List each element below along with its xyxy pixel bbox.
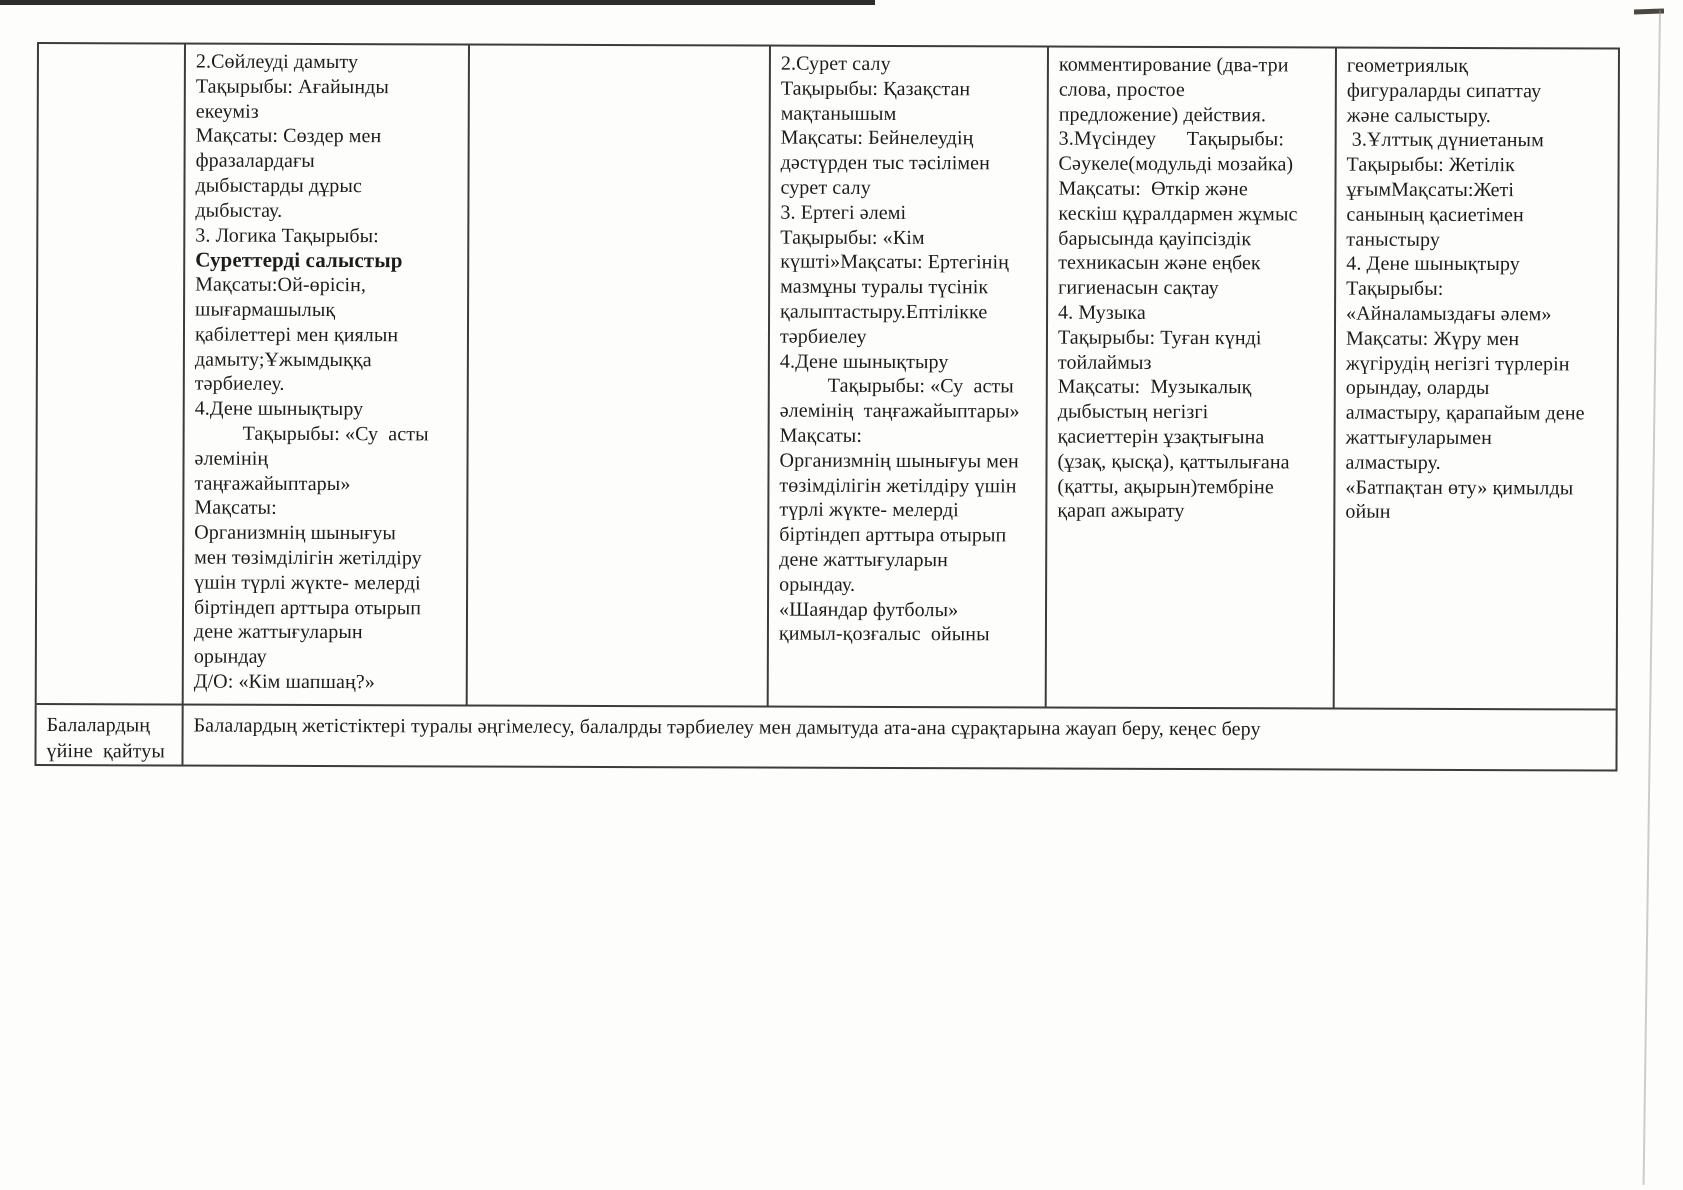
text-line: Мақсаты: Жүру мен: [1345, 327, 1520, 350]
text-line: техникасын және еңбек: [1058, 251, 1261, 275]
text-line: фразалардағы: [195, 149, 315, 173]
table-row-going-home: [36, 703, 1615, 770]
text-line: 4. Дене шынықтыру: [1346, 252, 1520, 276]
text-line: 3.Мүсіндеу Тақырыбы:: [1058, 127, 1285, 151]
text-line: тойлаймыз: [1057, 351, 1152, 374]
text-line: гигиенасын сақтау: [1058, 276, 1219, 300]
text-line: 2.Сөйлеуді дамыту: [195, 50, 359, 74]
text-line: дыбыстың негізгі: [1057, 400, 1209, 424]
text-line: Тақырыбы: «Су асты: [827, 375, 1014, 398]
text-line: 3.Ұлттық дүниетаным: [1346, 128, 1544, 152]
text-line: орындау, оларды: [1345, 376, 1490, 400]
text-line: предложение) действия.: [1058, 103, 1267, 126]
text-line: 4.Дене шынықтыру: [779, 350, 949, 373]
text-line: тәрбиелеу: [779, 325, 867, 348]
text-line: әлемінің: [194, 447, 269, 470]
text-line: біртіндеп арттыра отырып: [779, 523, 1007, 547]
text-line: дыбыстау.: [195, 199, 283, 222]
text-line: ойын: [1345, 500, 1391, 524]
text-line: «Айналамыздағы әлем»: [1346, 302, 1552, 326]
text-line: дамыту;Ұжымдыққа: [194, 348, 372, 371]
text-line: Тақырыбы: «Кім: [780, 226, 925, 249]
text-line: Мақсаты:: [194, 496, 277, 520]
text-line: Тақырыбы: Жетілік: [1346, 153, 1516, 177]
text-line: Тақырыбы: «Су асты: [242, 422, 429, 446]
text-line: қабілеттері мен қиялын: [194, 323, 399, 347]
text-line: 4.Дене шынықтыру: [194, 397, 364, 421]
text-line: барысында қауіпсіздік: [1058, 227, 1252, 250]
text-line: кескіш құралдармен жұмыс: [1058, 202, 1298, 226]
text-line: біртіндеп арттыра отырып: [193, 596, 422, 619]
cell-activities-column-4: [1047, 48, 1337, 708]
text-line: ұғымМақсаты:Жеті: [1346, 178, 1515, 202]
text-line: санының қасиетімен: [1346, 203, 1524, 226]
text-line: Сәукеле(модульді мозайка): [1058, 152, 1294, 176]
cell-going-home-content: [183, 706, 1615, 770]
cell-activities-column-2-empty: [468, 46, 771, 706]
text-line: мазмұны туралы түсінік: [780, 275, 989, 299]
text-line: геометриялық: [1346, 54, 1469, 77]
text-line: үйіне қайтуы: [46, 740, 165, 763]
scan-artifact-top-line: [0, 0, 875, 5]
text-line: Тақырыбы: Қазақстан: [780, 77, 971, 101]
text-line: 2.Сурет салу: [780, 52, 891, 75]
text-line: дәстүрден тыс тәсілімен: [780, 151, 990, 175]
text-line: шығармашылық: [195, 298, 336, 322]
text-line: төзімділігін жетілдіру үшін: [779, 474, 1017, 497]
text-line: Мақсаты: Музыкалық: [1057, 375, 1252, 399]
text-line: әлемінің таңғажайыптары»: [779, 399, 1020, 423]
cell-activities-column-5: [1335, 49, 1618, 709]
scan-artifact-right-edge: [1643, 10, 1661, 1185]
text-line: жаттығуларымен: [1345, 426, 1493, 450]
text-line: Мақсаты: Сөздер мен: [195, 124, 382, 148]
cell-activities-column-1: [184, 45, 470, 705]
cell-row-label-empty: [37, 44, 186, 704]
text-line: Мақсаты:: [779, 424, 863, 447]
text-line: орындау.: [779, 573, 856, 596]
text-line: Мақсаты:Ой-өрісін,: [195, 273, 367, 297]
text-line: дыбыстарды дұрыс: [195, 174, 362, 198]
text-line: (қатты, ақырын)тембріне: [1057, 475, 1274, 498]
text-line: Балалардың: [46, 714, 151, 737]
lesson-plan-table: [34, 42, 1620, 772]
text-line: Тақырыбы: Ағайынды: [195, 75, 390, 99]
text-line: алмастыру.: [1345, 451, 1441, 474]
text-line: Балалардың жетістіктері туралы әңгімелесу, балалрды тәрбиелеу мен дамытуда ата-ана сұрақтарына жауап беру, кеңес беру: [193, 714, 1261, 741]
text-line: таныстыру: [1346, 228, 1441, 251]
text-line: мен төзімділігін жетілдіру: [194, 546, 422, 570]
text-line: Тақырыбы: Туған күнді: [1057, 326, 1262, 350]
text-line: түрлі жүкте- мелерді: [779, 498, 959, 522]
text-line: тәрбиелеу.: [194, 372, 285, 396]
text-line: 3. Ертегі әлемі: [780, 201, 907, 224]
table-row-activities: [37, 44, 1618, 709]
text-line: дене жаттығуларын: [193, 620, 363, 644]
text-line: Д/О: «Кім шапшаң?»: [193, 670, 375, 694]
text-line: орындау: [193, 645, 267, 668]
text-line: күшті»Мақсаты: Ертегінің: [780, 250, 1009, 274]
text-line: таңғажайыптары»: [194, 472, 351, 495]
text-line: екеуміз: [195, 100, 259, 123]
text-line: 4. Музыка: [1058, 301, 1146, 324]
text-line: үшін түрлі жүкте- мелерді: [194, 571, 421, 595]
text-line: сурет салу: [780, 176, 871, 199]
text-line: жүгірудің негізгі түрлерін: [1345, 352, 1570, 375]
text-line: Мақсаты: Бейнелеудің: [780, 126, 974, 150]
text-line: алмастыру, қарапайым дене: [1345, 401, 1585, 425]
text-line: слова, простое: [1058, 78, 1185, 101]
text-line: комментирование (два-три: [1058, 53, 1289, 77]
text-line: фигураларды сипаттау: [1346, 79, 1542, 103]
text-line: қимыл-қозғалыс ойыны: [778, 622, 990, 646]
text-line: «Шаяндар футболы»: [778, 598, 959, 621]
cell-going-home-label: [36, 705, 183, 765]
text-line: Организмнің шынығуы мен: [779, 449, 1019, 473]
text-line: қарап ажырату: [1057, 499, 1185, 523]
text-line: қалыптастыру.Ептілікке: [780, 300, 988, 324]
text-line: Организмнің шынығуы: [194, 521, 397, 545]
text-line: мақтанышым: [780, 102, 897, 125]
text-line: (ұзақ, қысқа), қаттылығана: [1057, 450, 1290, 474]
text-line: және салыстыру.: [1346, 104, 1491, 127]
text-line: дене жаттығуларын: [779, 548, 949, 572]
text-line: 3. Логика Тақырыбы:: [195, 224, 379, 247]
text-line: «Батпақтан өту» қимылды: [1345, 476, 1574, 499]
text-line: Тақырыбы:: [1346, 277, 1444, 301]
text-line: Суреттерді салыстыр: [195, 247, 403, 273]
text-line: Мақсаты: Өткір және: [1058, 177, 1248, 201]
cell-activities-column-3: [769, 47, 1049, 707]
text-line: қасиеттерін ұзақтығына: [1057, 425, 1265, 449]
